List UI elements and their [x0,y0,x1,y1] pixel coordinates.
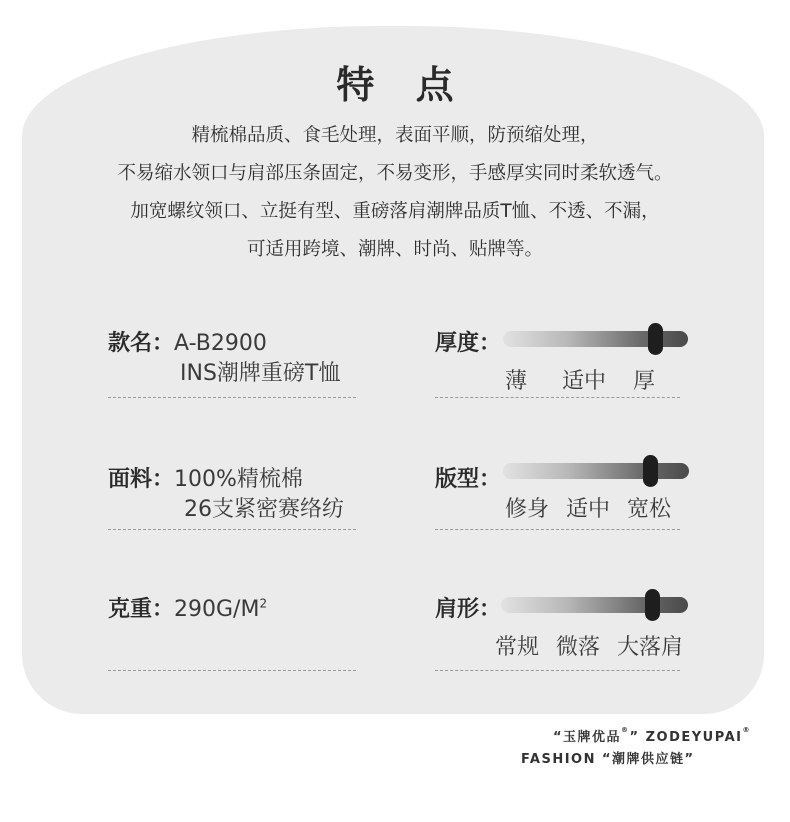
slider-shoulder-label: 肩形： [435,597,502,622]
spec-model-name: INS潮牌重磅T恤 [180,361,341,386]
spec-model-label: 款名： [108,331,175,356]
spec-model [108,326,267,357]
spec-model-subvalue [180,356,340,387]
registered-mark: ® [742,726,751,734]
spec-fabric-subvalue [184,492,344,523]
option-thick: 厚 [633,369,656,394]
description-line: 精梳棉品质、食毛处理，表面平顺，防预缩处理， [191,125,599,146]
option-loose: 宽松 [627,497,672,522]
slider-shoulder-options [495,630,683,661]
slider-fit-knob [643,455,658,487]
option-slight-drop: 微落 [556,635,601,660]
brand-name-cn: “玉牌优品 [553,730,622,745]
option-normal: 常规 [495,635,540,660]
slider-fit-label: 版型： [435,467,502,492]
spec-fabric [108,462,303,493]
slider-thickness-label: 厚度： [435,331,502,356]
option-slim: 修身 [505,497,550,522]
divider [435,397,680,398]
slider-thickness-options [505,364,655,395]
spec-fabric-value: 100%精梳棉 [174,467,303,492]
spec-fabric-label: 面料： [108,467,175,492]
slider-fit-track [503,463,689,479]
spec-model-value: A-B2900 [174,331,267,356]
registered-mark: ® [621,726,630,734]
option-thin: 薄 [505,369,528,394]
brand-line-1 [553,726,751,745]
spec-weight-label: 克重： [108,597,175,622]
page-title: 特 点 [336,63,468,107]
description-line: 不易缩水领口与肩部压条固定，不易变形，手感厚实同时柔软透气。 [117,163,673,184]
feature-description [0,117,790,269]
divider [108,529,356,530]
description-line: 可适用跨境、潮牌、时尚、贴牌等。 [246,239,543,260]
divider [435,529,680,530]
slider-shoulder-track [501,597,688,613]
spec-fabric-yarn: 26支紧密赛络纺 [184,497,344,522]
spec-weight [108,592,267,623]
brand-line-2: FASHION “潮牌供应链” [521,752,695,767]
option-regular: 适中 [566,497,611,522]
divider [108,670,356,671]
divider [435,670,680,671]
divider [108,397,356,398]
option-medium: 适中 [562,369,607,394]
slider-shoulder-knob [645,589,660,621]
option-big-drop: 大落肩 [617,635,684,660]
spec-weight-sup: 2 [259,596,268,611]
slider-thickness-track [503,331,688,347]
slider-thickness-knob [648,323,663,355]
description-line: 加宽螺纹领口、立挺有型、重磅落肩潮牌品质T恤、不透、不漏， [130,201,660,222]
brand-name-en: ” ZODEYUPAI [629,730,743,745]
spec-weight-value: 290G/M [174,597,260,622]
slider-fit-options [505,492,671,523]
